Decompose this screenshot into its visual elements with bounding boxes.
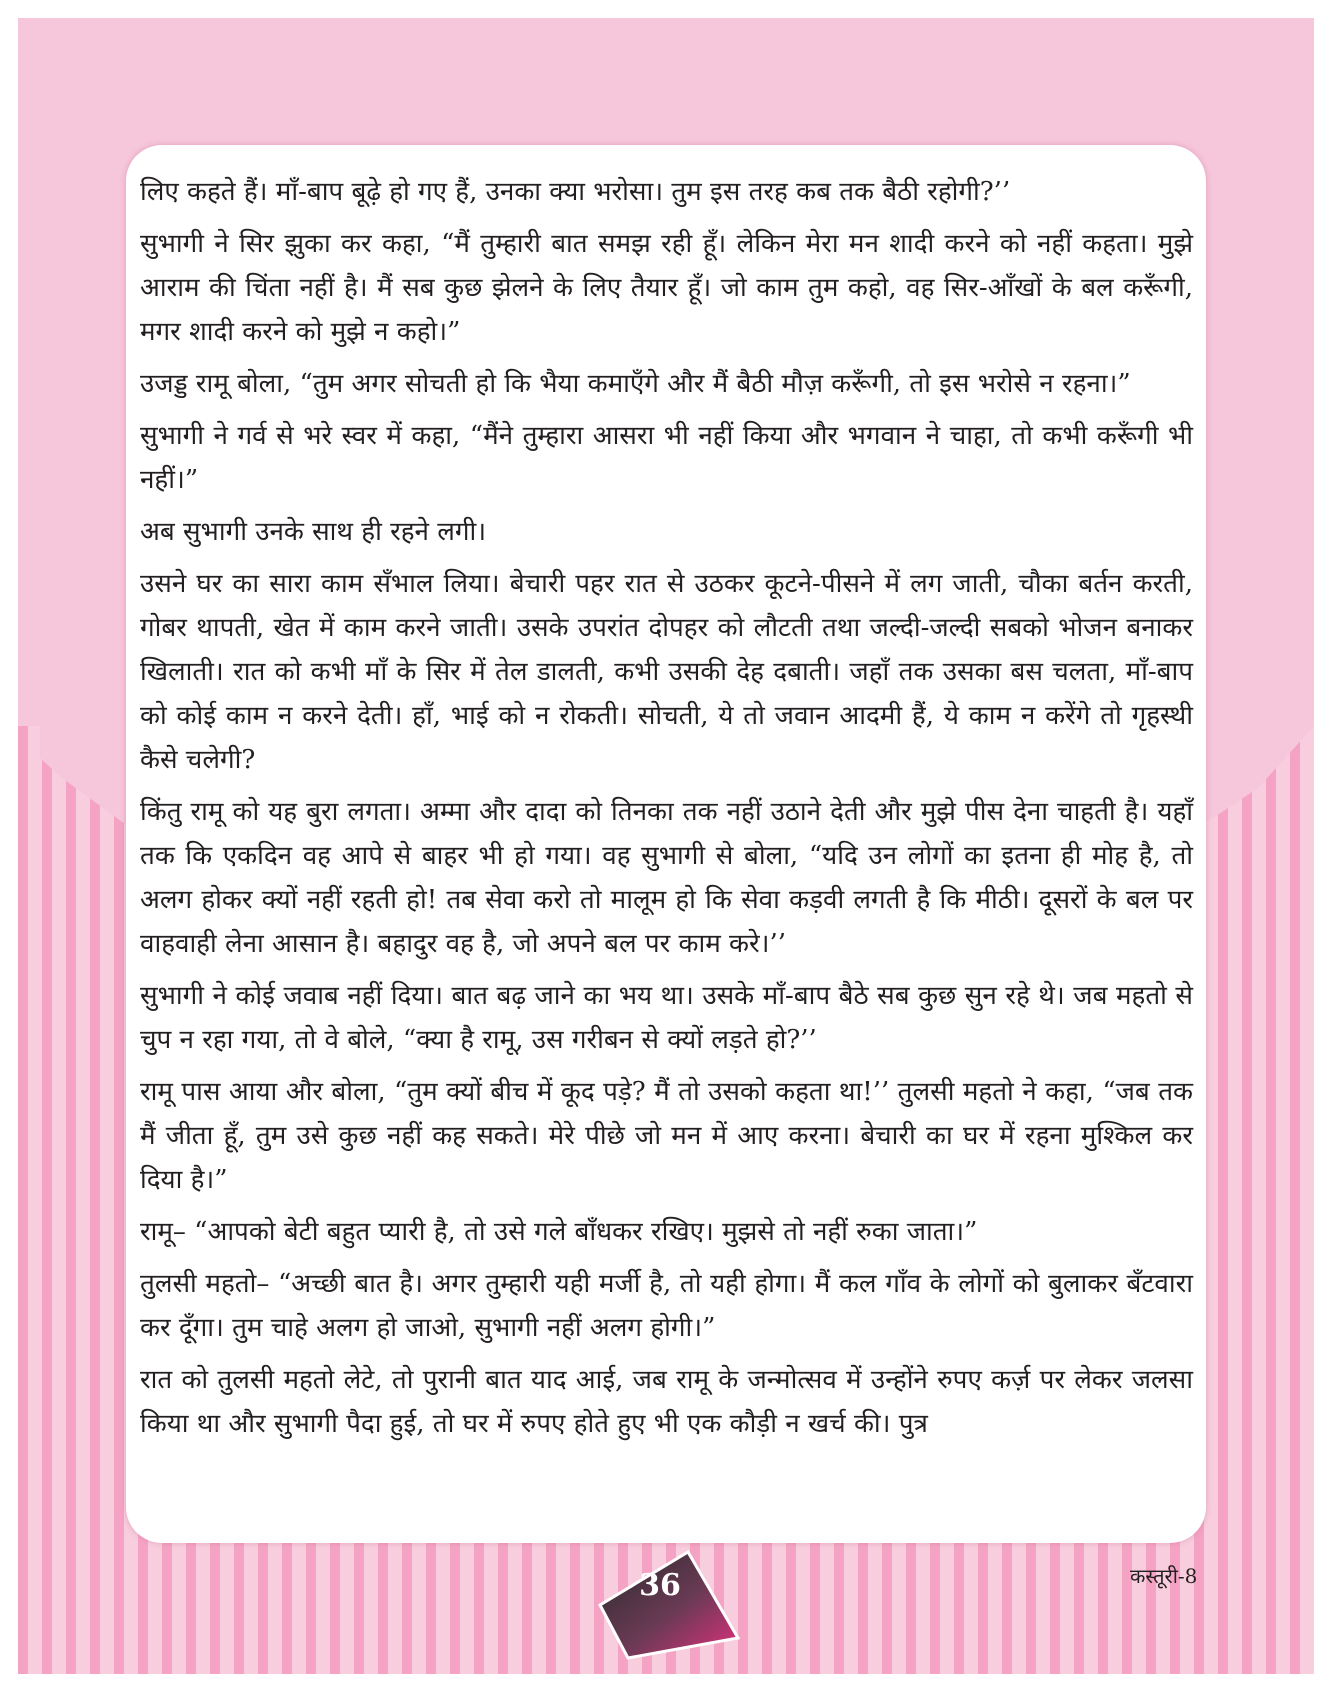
paragraph: लिए कहते हैं। माँ-बाप बूढ़े हो गए हैं, उनका क्या भरोसा। तुम इस तरह कब तक बैठी रहोगी?’’ xyxy=(140,177,1011,207)
paragraph: सुभागी ने गर्व से भरे स्वर में कहा, “मैंने तुम्हारा आसरा भी नहीं किया और भगवान ने चाहा, तो कभी करूँगी भी नहीं।” xyxy=(140,421,1193,495)
page-number: 36 xyxy=(639,1568,681,1603)
paragraph: उजड्ड रामू बोला, “तुम अगर सोचती हो कि भैया कमाएँगे और मैं बैठी मौज़ करूँगी, तो इस भरोसे न रहना।” xyxy=(140,369,1131,399)
paragraph: रामू– “आपको बेटी बहुत प्यारी है, तो उसे गले बाँधकर रखिए। मुझसे तो नहीं रुका जाता।” xyxy=(140,1217,978,1247)
paragraph: तुलसी महतो– “अच्छी बात है। अगर तुम्हारी यही मर्जी है, तो यही होगा। मैं कल गाँव के लोगों को बुलाकर बँटवारा कर दूँगा। तुम चाहे अलग हो जाओ, सुभागी नहीं अलग होगी।” xyxy=(140,1269,1193,1343)
paragraph: अब सुभागी उनके साथ ही रहने लगी। xyxy=(140,517,487,547)
paragraph: किंतु रामू को यह बुरा लगता। अम्मा और दादा को तिनका तक नहीं उठाने देती और मुझे पीस देना चाहती है। यहाँ तक कि एकदिन वह आपे से बाहर भी हो गया। वह सुभागी से बोला, “यदि उन लोगों का इतना ही मोह है, तो अलग होकर क्यों नहीं रहती हो! तब सेवा करो तो मालूम हो कि सेवा कड़वी लगती है कि मीठी। दूसरों के बल पर वाहवाही लेना आसान है। बहादुर वह है, जो अपने बल पर काम करे।’’ xyxy=(140,797,1193,959)
book-title-footer: कस्तूरी-8 xyxy=(1130,1564,1198,1588)
page-number-badge xyxy=(588,1550,740,1660)
paragraph: सुभागी ने सिर झुका कर कहा, “मैं तुम्हारी बात समझ रही हूँ। लेकिन मेरा मन शादी करने को नहीं कहता। मुझे आराम की चिंता नहीं है। मैं सब कुछ झेलने के लिए तैयार हूँ। जो काम तुम कहो, वह सिर-आँखों के बल करूँगी, मगर शादी करने को मुझे न कहो।” xyxy=(140,229,1193,347)
story-text xyxy=(140,170,1193,1454)
paragraph: सुभागी ने कोई जवाब नहीं दिया। बात बढ़ जाने का भय था। उसके माँ-बाप बैठे सब कुछ सुन रहे थे। जब महतो से चुप न रहा गया, तो वे बोले, “क्या है रामू, उस गरीबन से क्यों लड़ते हो?’’ xyxy=(140,981,1193,1055)
paragraph: रात को तुलसी महतो लेटे, तो पुरानी बात याद आई, जब रामू के जन्मोत्सव में उन्होंने रुपए कर्ज़ पर लेकर जलसा किया था और सुभागी पैदा हुई, तो घर में रुपए होते हुए भी एक कौड़ी न खर्च की। पुत्र xyxy=(140,1365,1193,1439)
paragraph: रामू पास आया और बोला, “तुम क्यों बीच में कूद पड़े? मैं तो उसको कहता था!’’ तुलसी महतो ने कहा, “जब तक मैं जीता हूँ, तुम उसे कुछ नहीं कह सकते। मेरे पीछे जो मन में आए करना। बेचारी का घर में रहना मुश्किल कर दिया है।” xyxy=(140,1077,1193,1195)
paragraph: उसने घर का सारा काम सँभाल लिया। बेचारी पहर रात से उठकर कूटने-पीसने में लग जाती, चौका बर्तन करती, गोबर थापती, खेत में काम करने जाती। उसके उपरांत दोपहर को लौटती तथा जल्दी-जल्दी सबको भोजन बनाकर खिलाती। रात को कभी माँ के सिर में तेल डालती, कभी उसकी देह दबाती। जहाँ तक उसका बस चलता, माँ-बाप को कोई काम न करने देती। हाँ, भाई को न रोकती। सोचती, ये तो जवान आदमी हैं, ये काम न करेंगे तो गृहस्थी कैसे चलेगी? xyxy=(140,569,1193,775)
